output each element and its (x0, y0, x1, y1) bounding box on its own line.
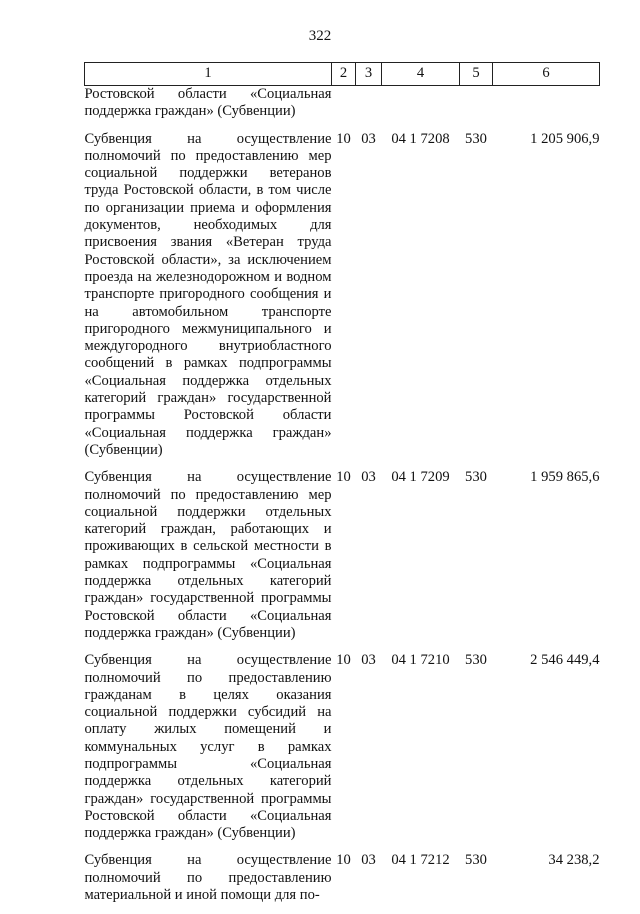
table-row (85, 652, 600, 852)
row-subsection-code: 03 (361, 852, 376, 869)
column-header-5: 5 (460, 63, 493, 86)
row-amount: 1 205 906,9 (530, 130, 600, 147)
row-section-code: 10 (336, 852, 351, 869)
column-header-4: 4 (382, 63, 460, 86)
row-amount: 1 959 865,6 (530, 469, 600, 486)
budget-table (84, 62, 600, 914)
column-header-1: 1 (85, 63, 332, 86)
row-description: Субвенция на осуществление полномочий по предоставлению материальной и иной помощи для по- (84, 852, 332, 904)
row-section-code: 10 (336, 469, 351, 486)
row-subsection-code: 03 (361, 469, 376, 486)
column-header-2: 2 (332, 63, 356, 86)
header-row (85, 63, 600, 86)
row-target-article: 04 1 7208 (391, 130, 450, 147)
column-header-6: 6 (493, 63, 600, 86)
page-number: 322 (308, 28, 332, 44)
row-target-article: 04 1 7212 (391, 852, 450, 869)
row-description: Ростовской области «Социальная поддержка граждан» (Субвенции) (84, 86, 332, 120)
row-description: Субвенция на осуществление полномочий по предоставлению мер социальной поддержки ветеранов труда Ростовской области, в том числе по организации приема и оформления документов, необходимых для присвоения звания «Ветеран труда Ростовской области», за исключением проезда на железнодорожном и водном транспорте пригородного сообщения и на автомобильном транспорте пригородного межмуниципального и междугородного внутриобластного сообщений в рамках подпрограммы «Социальная поддержка отдельных категорий граждан» государственной программы Ростовской области «Социальная поддержка граждан» (Субвенции) (84, 130, 332, 458)
row-expense-type: 530 (465, 852, 487, 869)
row-section-code: 10 (336, 652, 351, 669)
row-description: Субвенция на осуществление полномочий по предоставлению мер социальной поддержки отдельных категорий граждан, работающих и проживающих в сельской местности в рамках подпрограммы «Социальная поддержка отдельных категорий граждан» государственной программы Ростовской области «Социальная поддержка граждан» (Субвенции) (84, 469, 332, 641)
row-amount: 2 546 449,4 (530, 652, 600, 669)
row-amount: 34 238,2 (548, 852, 600, 869)
row-target-article: 04 1 7210 (391, 652, 450, 669)
row-target-article: 04 1 7209 (391, 469, 450, 486)
table-row (85, 131, 600, 470)
row-description: Субвенция на осуществление полномочий по предоставлению гражданам в целях оказания социальной поддержки субсидий на оплату жилых помещений и коммунальных услуг в рамках подпрограммы «Социальная поддержка отдельных категорий граждан» государственной программы Ростовской области «Социальная поддержка граждан» (Субвенции) (84, 652, 332, 842)
row-expense-type: 530 (465, 130, 487, 147)
row-section-code: 10 (336, 130, 351, 147)
row-expense-type: 530 (465, 652, 487, 669)
row-subsection-code: 03 (361, 130, 376, 147)
table-row (85, 469, 600, 652)
row-subsection-code: 03 (361, 652, 376, 669)
column-header-3: 3 (356, 63, 382, 86)
table-row-continuation (85, 86, 600, 131)
row-expense-type: 530 (465, 469, 487, 486)
